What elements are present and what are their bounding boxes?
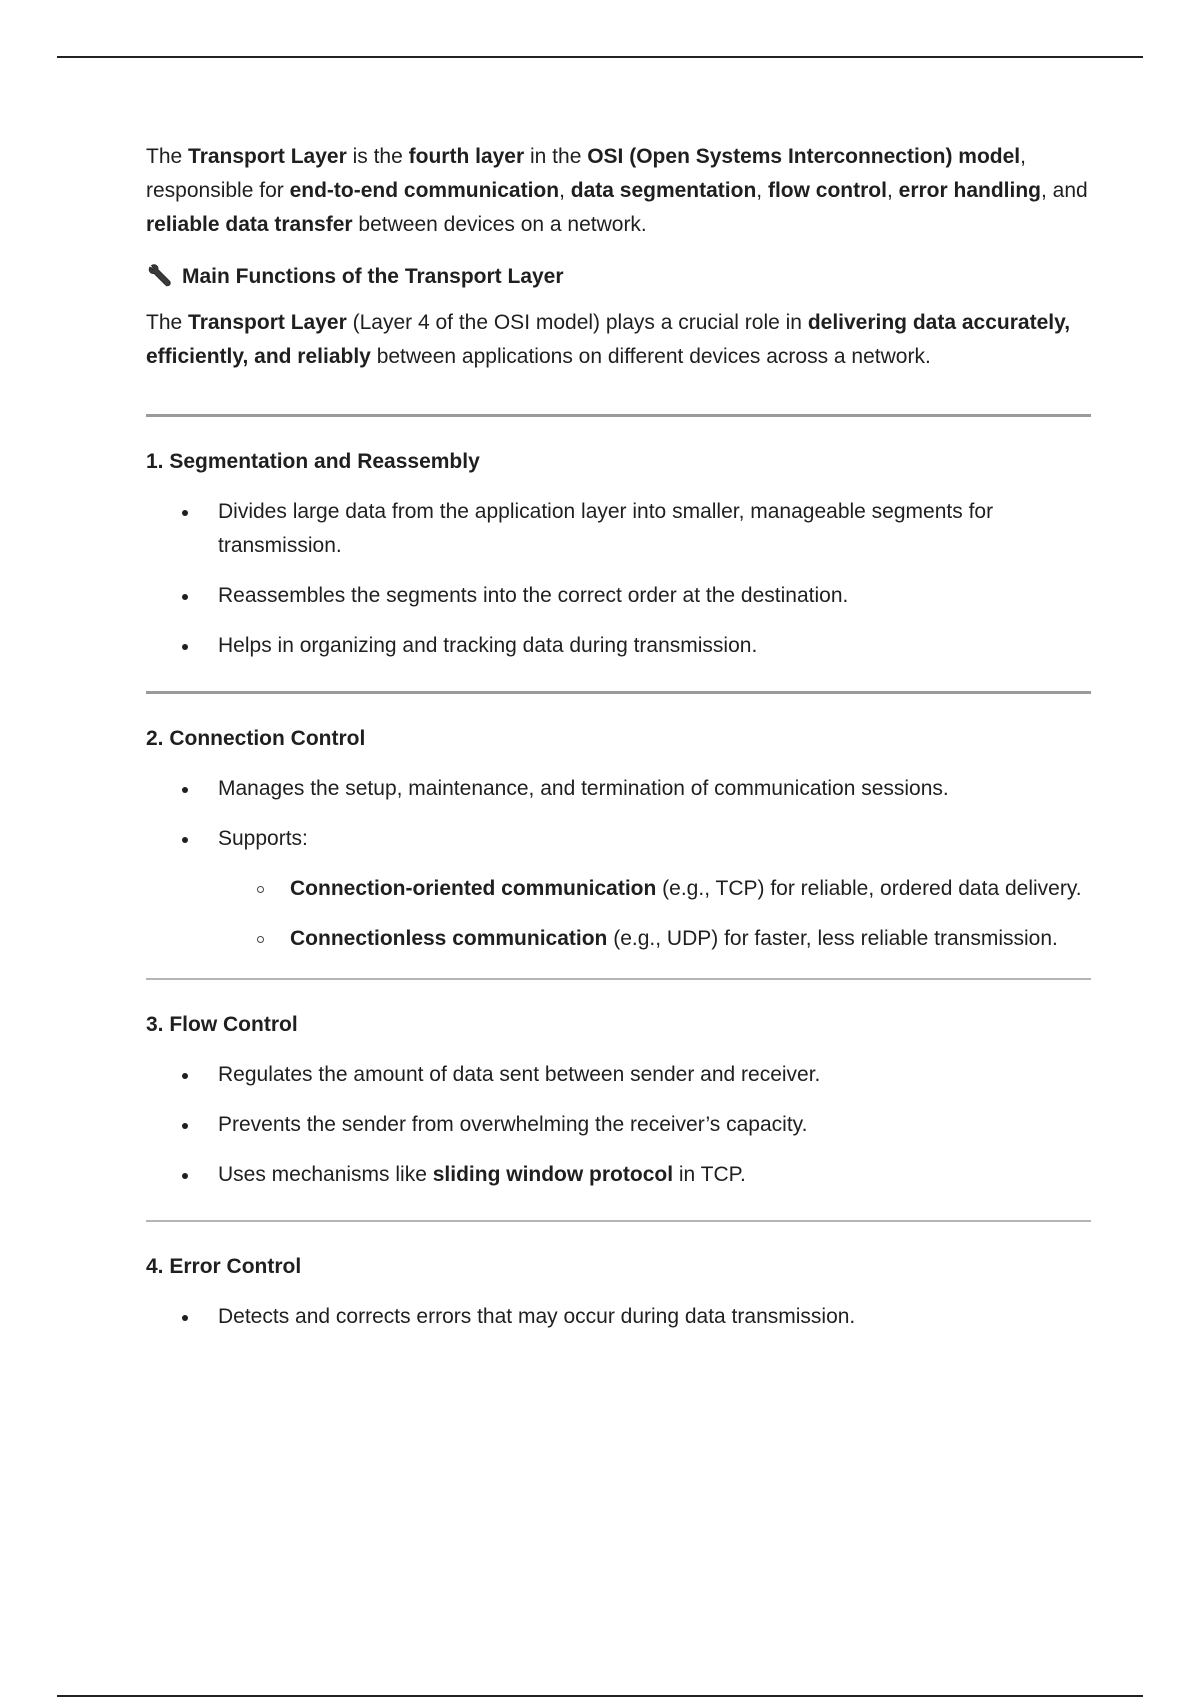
- connection-control-list: [146, 772, 1091, 956]
- list-item: Reassembles the segments into the correct order at the destination.: [218, 579, 1091, 613]
- list-item: Divides large data from the application layer into smaller, manageable segments for transmission.: [218, 495, 1091, 563]
- section-divider: [146, 414, 1091, 417]
- overview-text: between applications on different devices across a network.: [370, 345, 931, 368]
- list-item: [218, 1158, 1091, 1192]
- sub-list-item: [290, 922, 1091, 956]
- sub-item-bold: Connection-oriented communication: [290, 877, 657, 900]
- section-title-segmentation: 1. Segmentation and Reassembly: [146, 450, 480, 473]
- segmentation-list: [146, 495, 1091, 663]
- section-title-error-control: 4. Error Control: [146, 1255, 302, 1278]
- section-title-flow-control: 3. Flow Control: [146, 1013, 298, 1036]
- intro-bold: fourth layer: [408, 145, 525, 168]
- intro-text: The: [146, 145, 189, 168]
- overview-text: (Layer 4 of the OSI model) plays a crucial role in: [346, 311, 808, 334]
- main-functions-heading-text: Main Functions of the Transport Layer: [182, 265, 564, 288]
- overview-text: The: [146, 311, 189, 334]
- list-item-text: in TCP.: [673, 1163, 746, 1186]
- sub-item-bold: Connectionless communication: [290, 927, 608, 950]
- intro-text: ,: [559, 179, 571, 202]
- intro-bold: data segmentation: [570, 179, 757, 202]
- sub-item-text: (e.g., TCP) for reliable, ordered data delivery.: [656, 877, 1082, 900]
- error-control-list: [146, 1300, 1091, 1334]
- list-item: [218, 822, 1091, 956]
- intro-text: ,: [756, 179, 768, 202]
- flow-control-list: [146, 1058, 1091, 1192]
- page-bottom-rule: [57, 1695, 1143, 1697]
- section-divider: [146, 978, 1091, 980]
- intro-text: , responsible for: [146, 145, 1026, 202]
- sub-list-item: [290, 872, 1091, 906]
- intro-paragraph: [146, 140, 1091, 242]
- document-body: [146, 140, 1091, 1350]
- list-item-bold: sliding window protocol: [432, 1163, 674, 1186]
- list-item-text: Uses mechanisms like: [218, 1163, 433, 1186]
- intro-text: ,: [886, 179, 899, 202]
- list-item: Regulates the amount of data sent between sender and receiver.: [218, 1058, 1091, 1092]
- intro-text: is the: [346, 145, 409, 168]
- intro-text: between devices on a network.: [352, 213, 647, 236]
- intro-text: in the: [524, 145, 588, 168]
- intro-bold: reliable data transfer: [146, 213, 353, 236]
- wrench-icon: [146, 263, 174, 291]
- intro-bold: flow control: [767, 179, 887, 202]
- intro-bold: Transport Layer: [188, 145, 347, 168]
- intro-text: , and: [1041, 179, 1088, 202]
- section-title-connection-control: 2. Connection Control: [146, 727, 366, 750]
- page-top-rule: [57, 56, 1143, 58]
- intro-bold: end-to-end communication: [289, 179, 560, 202]
- section-divider: [146, 1220, 1091, 1222]
- list-item: Helps in organizing and tracking data during transmission.: [218, 629, 1091, 663]
- supports-sublist: [218, 872, 1091, 956]
- section-divider: [146, 691, 1091, 694]
- intro-bold: OSI (Open Systems Interconnection) model: [587, 145, 1021, 168]
- overview-bold: Transport Layer: [188, 311, 347, 334]
- list-item: Detects and corrects errors that may occur during data transmission.: [218, 1300, 1091, 1334]
- list-item: Prevents the sender from overwhelming the receiver’s capacity.: [218, 1108, 1091, 1142]
- overview-paragraph: [146, 306, 1091, 374]
- list-item: Manages the setup, maintenance, and termination of communication sessions.: [218, 772, 1091, 806]
- overview-bold: delivering data accurately, efficiently, and reliably: [146, 311, 1071, 368]
- sub-item-text: (e.g., UDP) for faster, less reliable transmission.: [607, 927, 1058, 950]
- main-functions-heading: [146, 260, 1091, 294]
- intro-bold: error handling: [898, 179, 1041, 202]
- supports-label: Supports:: [218, 827, 308, 850]
